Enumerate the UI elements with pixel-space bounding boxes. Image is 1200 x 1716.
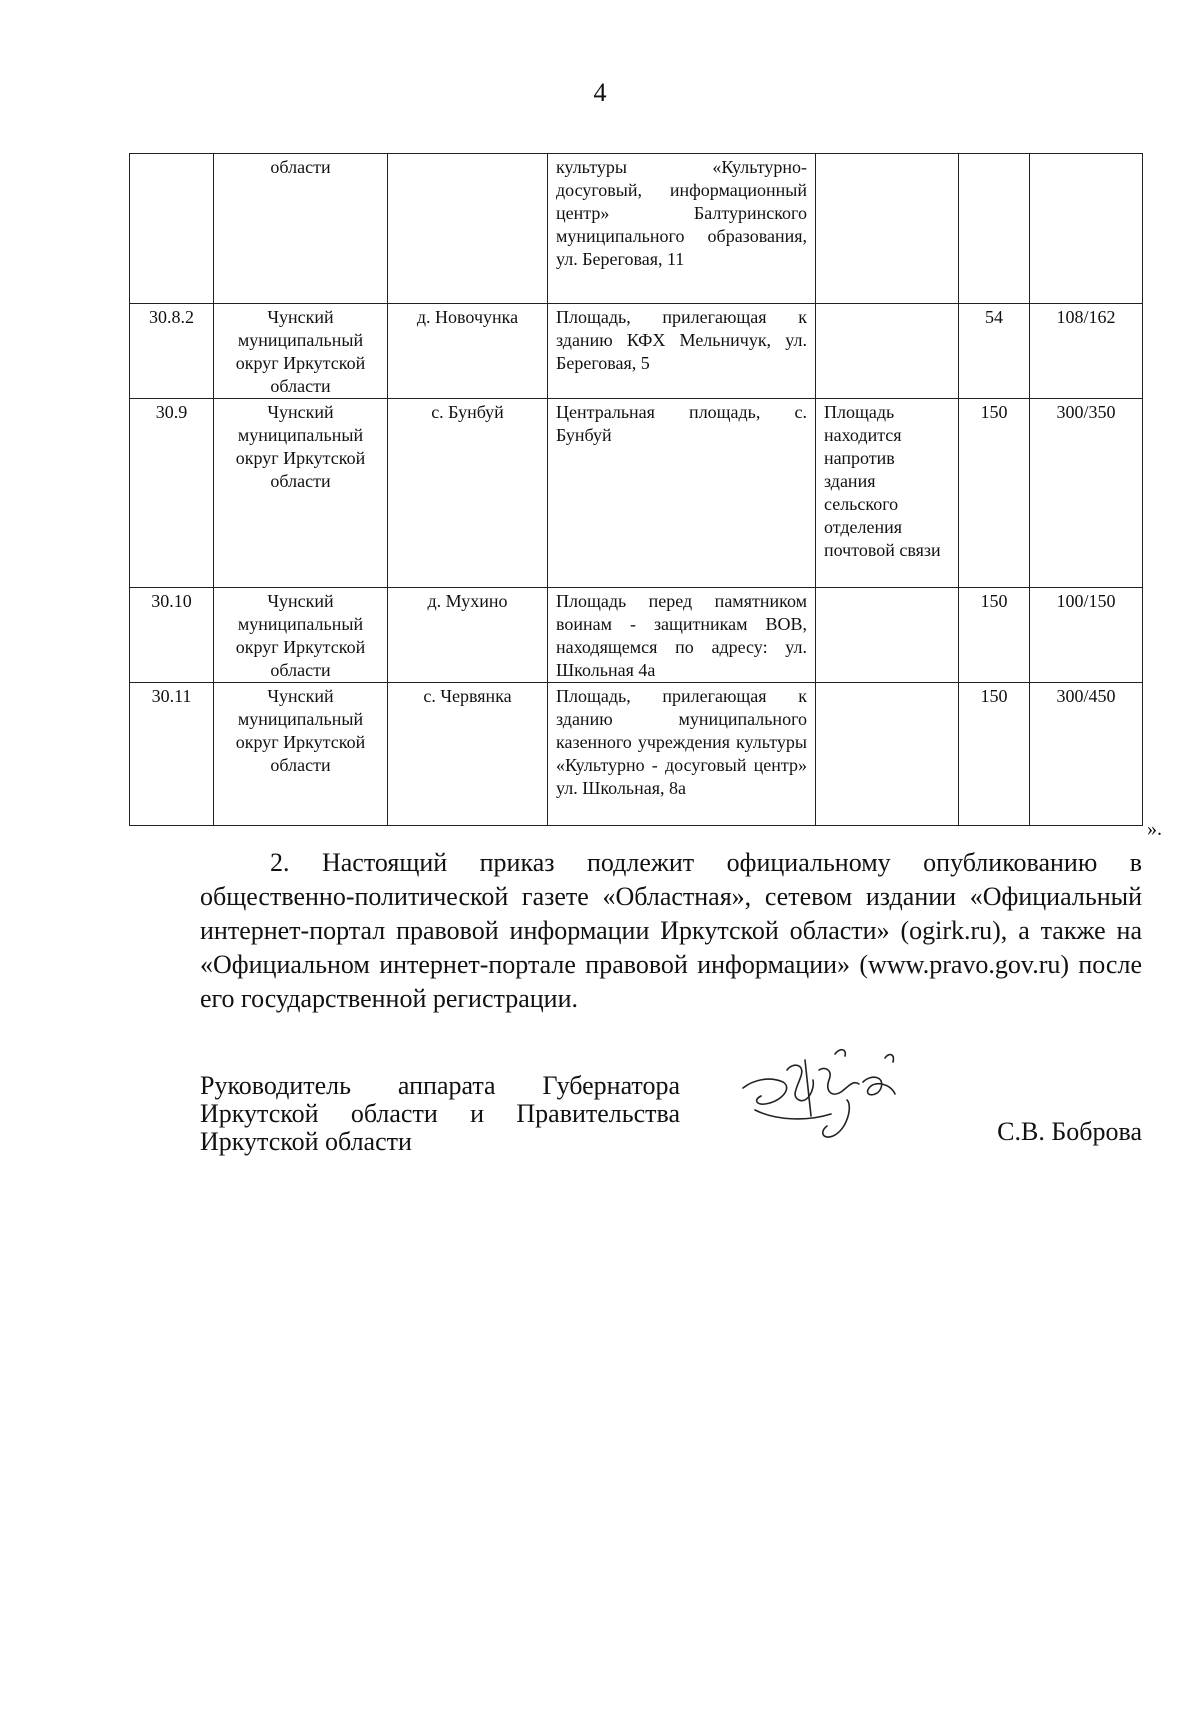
- row-number: [130, 154, 214, 304]
- district-cell: Чунский муниципальный округ Иркутской области: [214, 304, 388, 399]
- settlement-cell: д. Мухино: [388, 588, 548, 683]
- closing-quote-mark: ».: [1147, 818, 1162, 840]
- area-cell: 150: [959, 399, 1030, 588]
- position-line: Иркутской области: [200, 1127, 412, 1156]
- position-line: Иркутской области и Правительства: [200, 1099, 680, 1128]
- settlement-cell: с. Бунбуй: [388, 399, 548, 588]
- settlement-cell: [388, 154, 548, 304]
- signer-position: [200, 1072, 680, 1156]
- row-number: 30.11: [130, 683, 214, 826]
- capacity-cell: 300/450: [1030, 683, 1143, 826]
- area-cell: 54: [959, 304, 1030, 399]
- note-cell: [816, 154, 959, 304]
- capacity-cell: 300/350: [1030, 399, 1143, 588]
- area-cell: [959, 154, 1030, 304]
- district-cell: Чунский муниципальный округ Иркутской области: [214, 399, 388, 588]
- row-number: 30.9: [130, 399, 214, 588]
- area-cell: 150: [959, 683, 1030, 826]
- row-number: 30.8.2: [130, 304, 214, 399]
- district-cell: Чунский муниципальный округ Иркутской области: [214, 683, 388, 826]
- note-cell: Площадь находится напротив здания сельского отделения почтовой связи: [816, 399, 959, 588]
- table-row: [130, 683, 1143, 826]
- table-row: [130, 588, 1143, 683]
- capacity-cell: 108/162: [1030, 304, 1143, 399]
- table-row: [130, 154, 1143, 304]
- address-cell: Площадь перед памятником воинам - защитникам ВОВ, находящемся по адресу: ул. Школьная 4а: [548, 588, 816, 683]
- address-cell: Площадь, прилегающая к зданию КФХ Мельничук, ул. Береговая, 5: [548, 304, 816, 399]
- settlement-cell: с. Червянка: [388, 683, 548, 826]
- table-row: [130, 399, 1143, 588]
- row-number: 30.10: [130, 588, 214, 683]
- publication-paragraph: 2. Настоящий приказ подлежит официальному опубликованию в общественно-политической газете «Областная», сетевом издании «Официальный интернет-портал правовой информации Иркутской области» (ogirk.ru), а также на «Официальном интернет-портале правовой информации» (www.pravo.gov.ru) после его государственной регистрации.: [200, 848, 1142, 1013]
- capacity-cell: [1030, 154, 1143, 304]
- address-cell: Площадь, прилегающая к зданию муниципального казенного учреждения культуры «Культурно - досуговый центр» ул. Школьная, 8а: [548, 683, 816, 826]
- address-cell: Центральная площадь, с. Бунбуй: [548, 399, 816, 588]
- position-line: Руководитель аппарата Губернатора: [200, 1071, 680, 1100]
- signer-name: С.В. Боброва: [997, 1117, 1142, 1146]
- note-cell: [816, 683, 959, 826]
- note-cell: [816, 588, 959, 683]
- handwritten-signature: [735, 1040, 935, 1180]
- page-number: 4: [593, 78, 607, 107]
- area-cell: 150: [959, 588, 1030, 683]
- district-cell: области: [214, 154, 388, 304]
- table-row: [130, 304, 1143, 399]
- address-cell: культуры «Культурно-досуговый, информационный центр» Балтуринского муниципального образования, ул. Береговая, 11: [548, 154, 816, 304]
- district-cell: Чунский муниципальный округ Иркутской области: [214, 588, 388, 683]
- capacity-cell: 100/150: [1030, 588, 1143, 683]
- sites-table: [129, 153, 1143, 826]
- note-cell: [816, 304, 959, 399]
- settlement-cell: д. Новочунка: [388, 304, 548, 399]
